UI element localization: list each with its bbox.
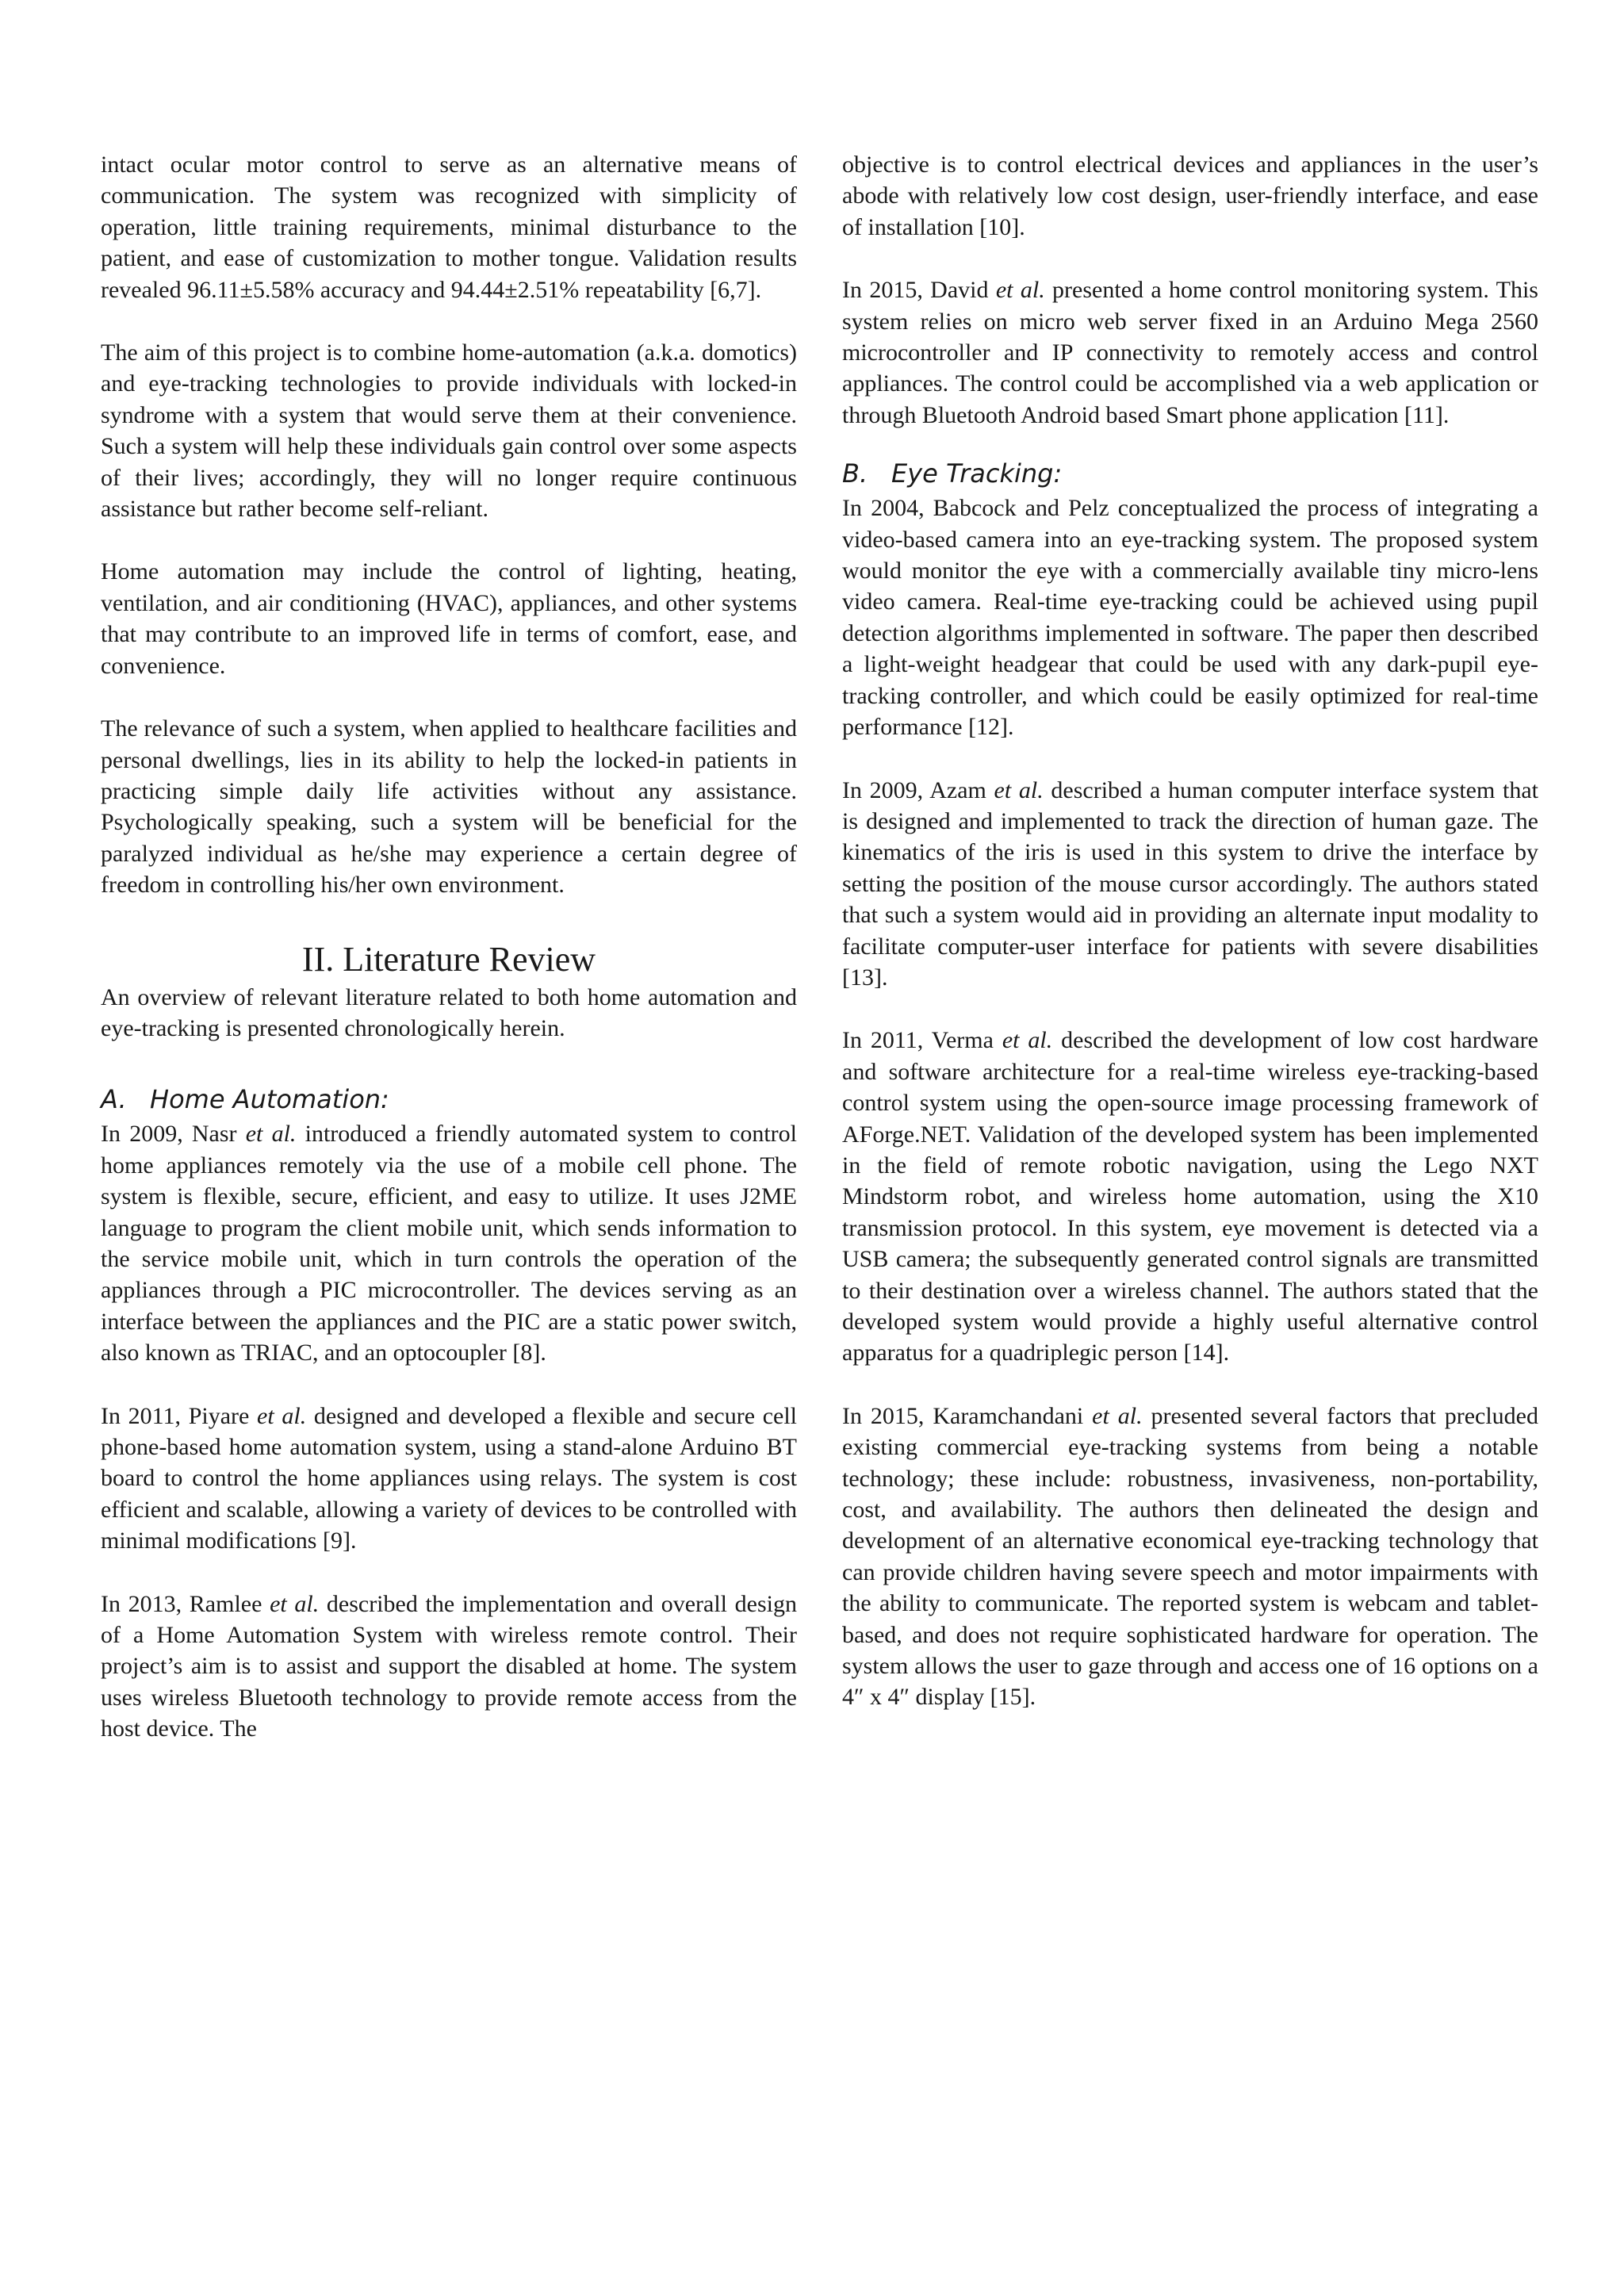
paragraph-ramlee-2013: In 2013, Ramlee et al. described the implementation and overall design of a Home Automation System with wireless remote control. Their project’s aim is to assist and support the disabled at home. The system uses wireless Bluetooth technology to provide remote access from the host device. The <box>101 1590 797 1742</box>
paragraph-piyare-2011: In 2011, Piyare et al. designed and developed a flexible and secure cell phone-based home automation system, using a stand-alone Arduino BT board to control the home appliances using relays. The system is cost efficient and scalable, allowing a variety of devices to be controlled with minimal modifications [9]. <box>101 1402 797 1554</box>
right-column <box>842 149 1538 1713</box>
et-al: et al. <box>995 277 1045 304</box>
paragraph-verma-2011: In 2011, Verma et al. described the development of low cost hardware and software architecture for a real-time wireless eye-tracking-based control system using the open-source image processing framework of AForge.NET. Validation of the developed system has been implemented in the field of remote robotic navigation, using the Lego NXT Mindstorm robot, and wireless home automation, using the X10 transmission protocol. In this system, eye movement is detected via a USB camera; the subsequently generated control signals are transmitted to their destination over a wireless channel. The authors stated that the developed system would provide a highly useful alternative control apparatus for a quadriplegic person [14]. <box>842 1027 1538 1366</box>
subsection-title: Eye Tracking: <box>891 458 1063 489</box>
et-al: et al. <box>270 1590 320 1617</box>
left-column <box>101 149 797 1745</box>
et-al: et al. <box>1092 1402 1143 1429</box>
paragraph-overview: An overview of relevant literature related to both home automation and eye-tracking is presented chronologically herein. <box>101 983 797 1041</box>
paragraph-azam-2009: In 2009, Azam et al. described a human computer interface system that is designed and implemented to track the direction of human gaze. The kinematics of the iris is used in this system to drive the interface by setting the position of the mouse cursor accordingly. The authors stated that such a system would aid in providing an alternate input modality to facilitate computer-user interface for patients with severe disabilities [13]. <box>842 776 1539 991</box>
et-al: et al. <box>1002 1027 1053 1054</box>
paragraph-nasr-2009: In 2009, Nasr et al. introduced a friendly automated system to control home appliances remotely via the use of a mobile cell phone. The system is flexible, secure, efficient, and easy to utilize. It uses J2ME language to program the client mobile unit, which sends information to the service mobile unit, which in turn controls the operation of the appliances through a PIC microcontroller. The devices serving as an interface between the appliances and the PIC are a static power switch, also known as TRIAC, and an optocoupler [8]. <box>101 1121 797 1366</box>
subsection-eye-tracking <box>842 458 1538 489</box>
et-al: et al. <box>245 1121 297 1148</box>
subsection-title: Home Automation: <box>150 1084 389 1115</box>
et-al: et al. <box>257 1402 307 1429</box>
paragraph-relevance: The relevance of such a system, when applied to healthcare facilities and personal dwellings, lies in its ability to help the locked-in patients in practicing simple daily life activities without any assistance. Psychologically speaking, such a system will be beneficial for the paralyzed individual as he/she may experience a certain degree of freedom in controlling his/her own environment. <box>101 715 797 899</box>
paragraph-ramlee-continued: objective is to control electrical devices and appliances in the user’s abode with relatively low cost design, user-friendly interface, and ease of installation [10]. <box>842 151 1538 240</box>
section-title-literature-review: II. Literature Review <box>301 939 596 979</box>
paragraph-project-aim: The aim of this project is to combine home-automation (a.k.a. domotics) and eye-tracking technologies to provide individuals with locked-in syndrome with a system that would serve them at their convenience. Such a system will help these individuals gain control over some aspects of their lives; accordingly, they will no longer require continuous assistance but rather become self-reliant. <box>101 339 797 523</box>
subsection-home-automation <box>101 1083 797 1115</box>
paragraph-david-2015: In 2015, David et al. presented a home control monitoring system. This system relies on micro web server fixed in an Arduino Mega 2560 microcontroller and IP connectivity to remotely access and control appliances. The control could be accomplished via a web application or through Bluetooth Android based Smart phone application [11]. <box>842 277 1538 428</box>
paragraph-karamchandani-2015: In 2015, Karamchandani et al. presented several factors that precluded existing commercial eye-tracking systems from being a notable technology; these include: robustness, invasiveness, non-portability, cost, and availability. The authors then delineated the design and development of an alternative economical eye-tracking technology that can provide children having severe speech and motor impairments with the ability to communicate. The reported system is webcam and tablet-based, and does not require sophisticated hardware for operation. The system allows the user to gaze through and access one of 16 options on a 4″ x 4″ display [15]. <box>842 1402 1538 1711</box>
subsection-number: B. <box>842 458 868 489</box>
paragraph-intro-continued: intact ocular motor control to serve as an alternative means of communication. The system was recognized with simplicity of operation, little training requirements, minimal disturbance to the patient, and ease of customization to mother tongue. Validation results revealed 96.11±5.58% accuracy and 94.44±2.51% repeatability [6,7]. <box>101 151 797 303</box>
paragraph-home-automation-def: Home automation may include the control of lighting, heating, ventilation, and air conditioning (HVAC), appliances, and other systems that may contribute to an improved life in terms of comfort, ease, and convenience. <box>101 558 797 679</box>
paragraph-babcock-2004: In 2004, Babcock and Pelz conceptualized the process of integrating a video-based camera into an eye-tracking system. The proposed system would monitor the eye with a commercially available tiny micro-lens video camera. Real-time eye-tracking could be achieved using pupil detection algorithms implemented in software. The paper then described a light-weight headgear that could be used with any dark-pupil eye-tracking controller, and which could be easily optimized for real-time performance [12]. <box>842 495 1538 741</box>
subsection-number: A. <box>101 1084 127 1115</box>
et-al: et al. <box>994 776 1044 803</box>
